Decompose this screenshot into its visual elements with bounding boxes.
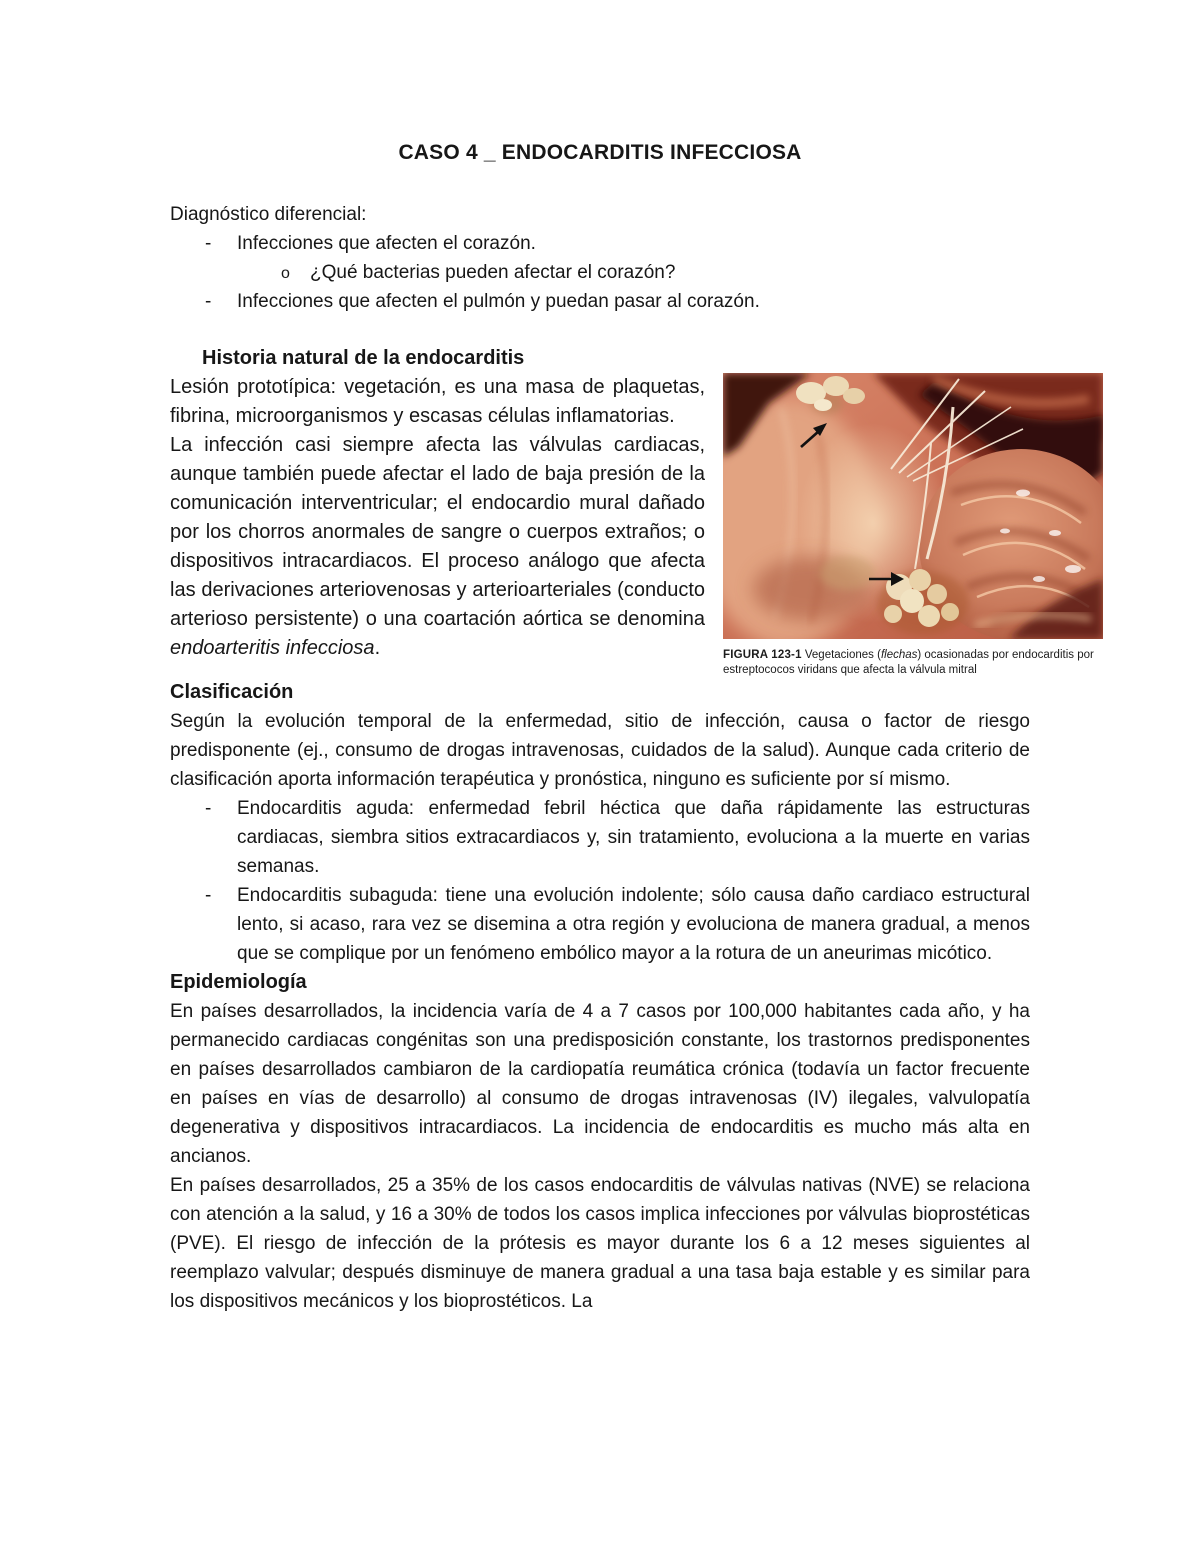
dash-bullet: - bbox=[205, 291, 212, 312]
list-item bbox=[170, 258, 1030, 287]
historia-paragraph bbox=[170, 431, 705, 663]
paragraph-text: La infección casi siempre afecta las válvulas cardiacas, aunque también puede afectar el lado de baja presión de la comunicación interventricular; el endocardio mural dañado por los chorros anormales de sangre o cuerpos extraños; o dispositivos intracardiacos. El proceso análogo que afecta las derivaciones arteriovenosas y arterioarteriales (conducto arterioso persistente) o una coartación aórtica se denomina bbox=[170, 434, 705, 630]
epidemiologia-paragraph: En países desarrollados, la incidencia varía de 4 a 7 casos por 100,000 habitantes cada año, y ha permanecido cardiacas congénitas son una predisposición constante, los trastornos predisponentes en países desarrollados cambiaron de la cardiopatía reumática crónica (todavía un factor frecuente en países en vías de desarrollo) al consumo de drogas intravenosas (IV) ilegales, valvulopatía degenerativa y dispositivos intracardiacos. La incidencia de endocarditis es mucho más alta en ancianos. bbox=[170, 1001, 1030, 1167]
list-item-text: ¿Qué bacterias pueden afectar el corazón? bbox=[310, 262, 676, 283]
italic-term: endoarteritis infecciosa bbox=[170, 637, 375, 659]
historia-paragraph: Lesión prototípica: vegetación, es una masa de plaquetas, fibrina, microorganismos y escasas células inflamatorias. bbox=[170, 376, 705, 427]
diagnostico-heading: Diagnóstico diferencial: bbox=[170, 204, 367, 225]
tan-blob bbox=[819, 556, 875, 590]
paragraph-text: . bbox=[374, 637, 381, 659]
figure-123-1 bbox=[723, 373, 1103, 678]
figure-label: FIGURA 123-1 bbox=[723, 649, 802, 661]
caption-text: ) ocasionadas por endocarditis por estreptococos viridans que afecta la válvula mitral bbox=[723, 649, 1094, 676]
historia-heading: Historia natural de la endocarditis bbox=[202, 347, 525, 369]
list-item-text: Endocarditis subaguda: tiene una evolución indolente; sólo causa daño cardiaco estructural lento, si acaso, rara vez se disemina a otra región y evoluciona de manera gradual, a menos que se complique por un fenómeno embólico mayor a la rotura de un aneurimas micótico. bbox=[237, 885, 1030, 964]
dash-bullet: - bbox=[205, 233, 212, 254]
clasificacion-intro: Según la evolución temporal de la enfermedad, sitio de infección, causa o factor de riesgo predisponente (ej., consumo de drogas intravenosas, cuidados de la salud). Aunque cada criterio de clasificación aporta información terapéutica y pronóstica, ninguno es suficiente por sí mismo. bbox=[170, 711, 1030, 790]
list-item-text: Infecciones que afecten el corazón. bbox=[237, 233, 536, 254]
historia-section bbox=[170, 344, 1103, 678]
clasificacion-heading: Clasificación bbox=[170, 681, 294, 703]
dash-bullet: - bbox=[205, 885, 212, 906]
caption-text: Vegetaciones ( bbox=[801, 649, 881, 661]
list-item-text: Infecciones que afecten el pulmón y puedan pasar al corazón. bbox=[237, 291, 760, 312]
heart-pathology-illustration bbox=[723, 373, 1103, 639]
figure-caption bbox=[723, 648, 1097, 678]
list-item bbox=[170, 881, 1030, 968]
list-item bbox=[170, 794, 1030, 881]
historia-text-column bbox=[170, 344, 705, 663]
document-title: CASO 4 _ ENDOCARDITIS INFECCIOSA bbox=[398, 141, 802, 164]
list-item-text: Endocarditis aguda: enfermedad febril héctica que daña rápidamente las estructuras cardiacas, siembra sitios extracardiacos y, sin tratamiento, evoluciona a la muerte en varias semanas. bbox=[237, 798, 1030, 877]
endocarditis-photo bbox=[723, 373, 1103, 639]
circle-bullet: o bbox=[281, 265, 290, 282]
epidemiologia-paragraph: En países desarrollados, 25 a 35% de los casos endocarditis de válvulas nativas (NVE) se relaciona con atención a la salud, y 16 a 30% de todos los casos implica infecciones por válvulas bioprostéticas (PVE). El riesgo de infección de la prótesis es mayor durante los 6 a 12 meses siguientes al reemplazo valvular; después disminuye de manera gradual a una tasa baja estable y es similar para los dispositivos mecánicos y los bioprostéticos. La bbox=[170, 1175, 1030, 1312]
caption-italic: flechas bbox=[880, 649, 918, 661]
list-item bbox=[170, 229, 1030, 258]
epidemiologia-heading: Epidemiología bbox=[170, 971, 307, 993]
list-item bbox=[170, 287, 1030, 316]
dash-bullet: - bbox=[205, 798, 212, 819]
diagnostico-section bbox=[170, 200, 1030, 316]
